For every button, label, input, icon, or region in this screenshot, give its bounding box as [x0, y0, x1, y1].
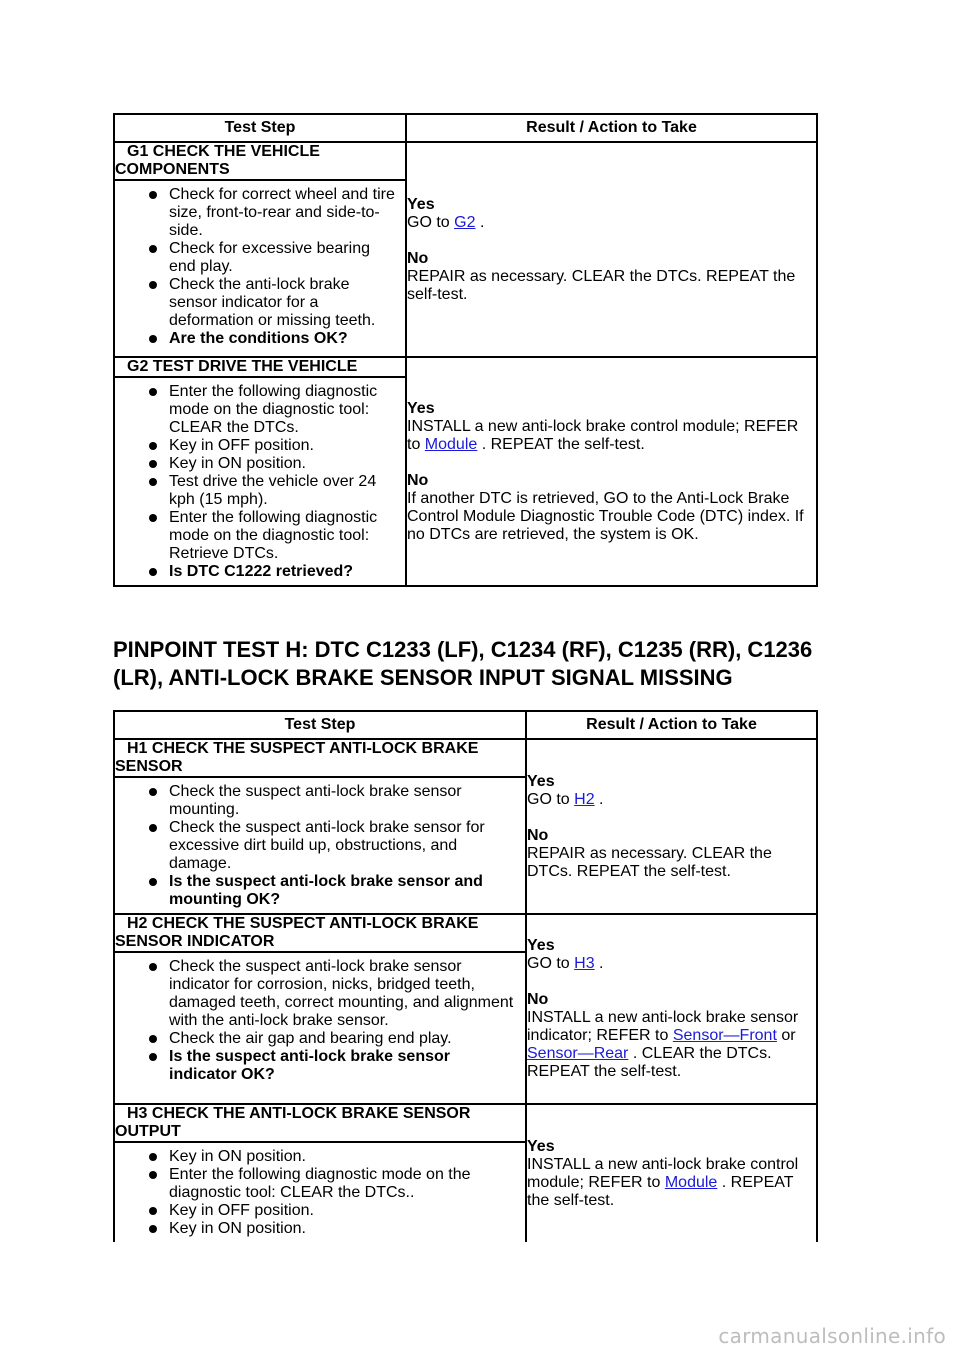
- list-item: Check for correct wheel and tire size, front-to-rear and side-to-side.: [149, 186, 401, 240]
- table-row: [114, 142, 817, 180]
- list-item-question: Is the suspect anti-lock brake sensor indicator OK?: [149, 1048, 521, 1084]
- bullet-icon: [149, 1207, 157, 1215]
- step-list: [115, 181, 405, 352]
- header-test-step: Test Step: [114, 711, 526, 739]
- bullet-icon: [149, 245, 157, 253]
- no-label: No: [527, 826, 549, 844]
- step-list: [115, 378, 405, 585]
- list-item-question: Is DTC C1222 retrieved?: [149, 563, 401, 581]
- step-title-h2: H2 CHECK THE SUSPECT ANTI-LOCK BRAKE SENSOR INDICATOR: [114, 914, 526, 952]
- list-item: Enter the following diagnostic mode on the diagnostic tool: CLEAR the DTCs.: [149, 383, 401, 437]
- yes-label: Yes: [527, 772, 555, 790]
- step-body-g2: [114, 377, 406, 586]
- link-h2[interactable]: H2: [574, 790, 595, 808]
- result-h3: Yes INSTALL a new anti-lock brake control module; REFER to Module . REPEAT the self-test.: [526, 1104, 817, 1242]
- table-row: [114, 739, 817, 777]
- list-item: Key in ON position.: [149, 455, 401, 473]
- result-g1: Yes GO to G2 . No REPAIR as necessary. CLEAR the DTCs. REPEAT the self-test.: [406, 142, 817, 357]
- bullet-icon: [149, 1225, 157, 1233]
- bullet-icon: [149, 460, 157, 468]
- bullet-icon: [149, 963, 157, 971]
- list-item: Enter the following diagnostic mode on the diagnostic tool: CLEAR the DTCs..: [149, 1166, 521, 1202]
- step-body-h2: [114, 952, 526, 1104]
- bullet-icon: [149, 281, 157, 289]
- no-label: No: [407, 471, 429, 489]
- list-item: Check the suspect anti-lock brake sensor indicator for corrosion, nicks, bridged teeth, damaged teeth, correct mounting, and alignment with the anti-lock brake sensor.: [149, 958, 521, 1030]
- list-item: Check the air gap and bearing end play.: [149, 1030, 521, 1048]
- table-header-row: [114, 711, 817, 739]
- bullet-icon: [149, 478, 157, 486]
- list-item: Enter the following diagnostic mode on the diagnostic tool: Retrieve DTCs.: [149, 509, 401, 563]
- yes-label: Yes: [407, 195, 435, 213]
- no-label: No: [407, 249, 429, 267]
- step-list: [115, 778, 525, 913]
- bullet-icon: [149, 788, 157, 796]
- bullet-icon: [149, 442, 157, 450]
- link-sensor-front[interactable]: Sensor—Front: [672, 1027, 777, 1044]
- table-row: [114, 357, 817, 377]
- list-item-question: Is the suspect anti-lock brake sensor and mounting OK?: [149, 873, 521, 909]
- site-watermark: carmanualsonline.info: [718, 1324, 946, 1348]
- result-h1: Yes GO to H2 . No REPAIR as necessary. CLEAR the DTCs. REPEAT the self-test.: [526, 739, 817, 914]
- list-item-question: Are the conditions OK?: [149, 330, 401, 348]
- bullet-icon: [149, 1153, 157, 1161]
- link-h3[interactable]: H3: [574, 955, 595, 972]
- result-h2: Yes GO to H3 . No INSTALL a new anti-lock brake sensor indicator; REFER to Sensor—Front or Sensor—Rear . CLEAR the DTCs. REPEAT the self-test.: [526, 914, 817, 1104]
- step-list: [115, 1143, 525, 1242]
- list-item: Test drive the vehicle over 24 kph (15 mph).: [149, 473, 401, 509]
- bullet-icon: [149, 388, 157, 396]
- step-title-h3: H3 CHECK THE ANTI-LOCK BRAKE SENSOR OUTPUT: [114, 1104, 526, 1142]
- table-header-row: [114, 114, 817, 142]
- list-item: Key in ON position.: [149, 1220, 521, 1238]
- bullet-icon: [149, 1171, 157, 1179]
- link-g2[interactable]: G2: [454, 213, 476, 231]
- list-item: Check for excessive bearing end play.: [149, 240, 401, 276]
- bullet-icon: [149, 335, 157, 343]
- pinpoint-test-heading: PINPOINT TEST H: DTC C1233 (LF), C1234 (RF), C1235 (RR), C1236 (LR), ANTI-LOCK BRAKE SENSOR INPUT SIGNAL MISSING: [113, 637, 813, 690]
- header-test-step: Test Step: [114, 114, 406, 142]
- list-item: Key in OFF position.: [149, 1202, 521, 1220]
- step-body-h3: [114, 1142, 526, 1242]
- link-module[interactable]: Module: [664, 1173, 718, 1191]
- link-sensor-rear[interactable]: Sensor—Rear: [527, 1045, 629, 1062]
- header-result: Result / Action to Take: [406, 114, 817, 142]
- test-table-g: [113, 113, 818, 587]
- yes-label: Yes: [527, 1137, 555, 1155]
- step-list: [115, 953, 525, 1088]
- bullet-icon: [149, 191, 157, 199]
- step-body-h1: [114, 777, 526, 914]
- link-module[interactable]: Module: [424, 435, 478, 453]
- step-body-g1: [114, 180, 406, 357]
- step-title-h1: H1 CHECK THE SUSPECT ANTI-LOCK BRAKE SENSOR: [114, 739, 526, 777]
- header-result: Result / Action to Take: [526, 711, 817, 739]
- table-row: [114, 1104, 817, 1142]
- list-item: Check the suspect anti-lock brake sensor for excessive dirt build up, obstructions, and damage.: [149, 819, 521, 873]
- test-table-h: [113, 710, 818, 1242]
- bullet-icon: [149, 1035, 157, 1043]
- table-row: [114, 914, 817, 952]
- list-item: Key in ON position.: [149, 1148, 521, 1166]
- bullet-icon: [149, 514, 157, 522]
- no-label: No: [527, 991, 549, 1008]
- bullet-icon: [149, 878, 157, 886]
- list-item: Check the anti-lock brake sensor indicator for a deformation or missing teeth.: [149, 276, 401, 330]
- result-g2: Yes INSTALL a new anti-lock brake control module; REFER to Module . REPEAT the self-test. No If another DTC is retrieved, GO to the Anti-Lock Brake Control Module Diagnostic Trouble Code (DTC) index. If no DTCs are retrieved, the system is OK.: [406, 357, 817, 586]
- step-title-g2: G2 TEST DRIVE THE VEHICLE: [114, 357, 406, 377]
- yes-label: Yes: [527, 937, 555, 954]
- list-item: Check the suspect anti-lock brake sensor mounting.: [149, 783, 521, 819]
- bullet-icon: [149, 1053, 157, 1061]
- yes-label: Yes: [407, 399, 435, 417]
- bullet-icon: [149, 568, 157, 576]
- bullet-icon: [149, 824, 157, 832]
- list-item: Key in OFF position.: [149, 437, 401, 455]
- step-title-g1: G1 CHECK THE VEHICLE COMPONENTS: [114, 142, 406, 180]
